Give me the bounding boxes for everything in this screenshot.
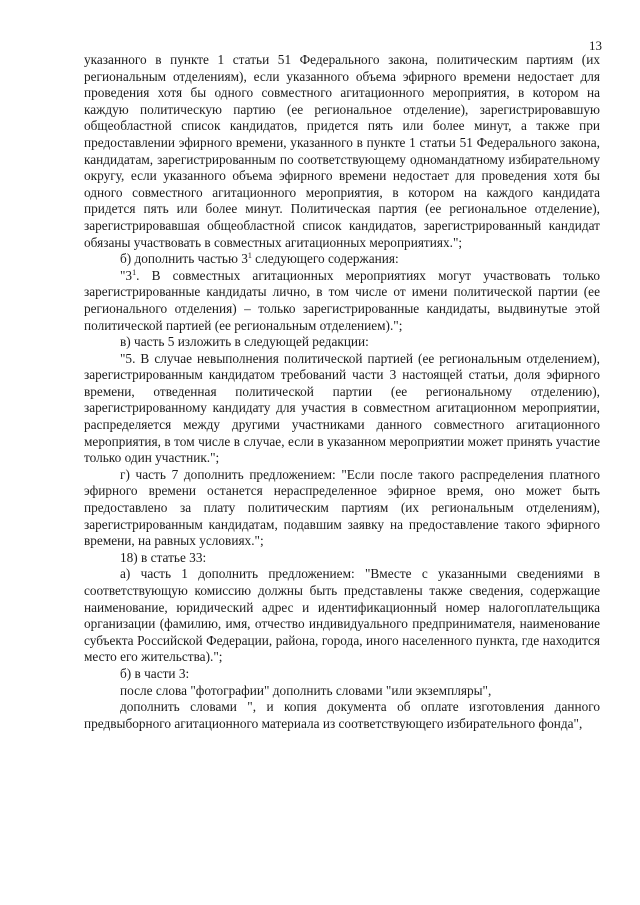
paragraph-text: следующего содержания: xyxy=(251,251,399,267)
paragraph: 18) в статье 33: xyxy=(120,549,207,565)
paragraph-text: . В совместных агитационных мероприятиях могут участвовать только зарегистрированные кандидаты лично, в том числе от имени политической партии (ее регионального отделения) – только зарегистрированные кандидаты, выдвинутые этой политической партией (ее региональным отделением)."; xyxy=(84,267,600,333)
superscript: 1 xyxy=(247,251,252,261)
paragraph: в) часть 5 изложить в следующей редакции: xyxy=(120,334,369,350)
paragraph: указанного в пункте 1 статьи 51 Федерального закона, политическим партиям (их региональным отделениям), если указанного объема эфирного времени недостает для проведения хотя бы одного совместного агитационного мероприятия, в котором на каждую политическую партию (ее региональное отделение), зарегистрировавшую общеобластной список кандидатов, придется пять или более минут, а также при предоставлении эфирного времени, указанного в пункте 1 статьи 51 Федерального закона, кандидатам, зарегистрированным по соответствующему одномандатному избирательному округу, если указанного объема эфирного времени недостает для проведения хотя бы одного совместного агитационного мероприятия, в котором на каждого кандидата придется пять или более минут. Политическая партия (ее региональное отделение), зарегистрировавшая общеобластной список кандидатов, зарегистрированный кандидат обязаны участвовать в совместных агитационных мероприятиях."; xyxy=(84,52,600,250)
superscript: 1 xyxy=(132,267,137,277)
paragraph: а) часть 1 дополнить предложением: "Вместе с указанными сведениями в соответствующую комиссию должны быть представлены также сведения, содержащие наименование, юридический адрес и идентификационный номер налогоплательщика организации (фамилию, имя, отчество индивидуального предпринимателя, наименование субъекта Российской Федерации, района, города, иного населенного пункта, где находится место его жительства)."; xyxy=(84,566,600,665)
paragraph-text: б) дополнить частью 3 xyxy=(120,251,248,267)
paragraph xyxy=(84,251,600,268)
paragraph: после слова "фотографии" дополнить словами "или экземпляры", xyxy=(120,682,492,698)
page-number: 13 xyxy=(589,38,602,53)
paragraph: "5. В случае невыполнения политической партией (ее региональным отделением), зарегистрированным кандидатом требований части 3 настоящей статьи, доля эфирного времени, отведенная политической партии (ее региональному отделению), зарегистрированному кандидату для участия в совместном агитационном мероприятии, распределяется между другими участниками данного совместного агитационного мероприятия, в том числе в случае, если в указанном мероприятии может принять участие только один участник."; xyxy=(84,350,600,466)
paragraph: г) часть 7 дополнить предложением: "Если после такого распределения платного эфирного времени останется нераспределенное эфирное время, оно может быть предоставлено за плату политическим партиям (их региональным отделениям), зарегистрированным кандидатам, подавшим заявку на предоставление такого эфирного времени, на равных условиях."; xyxy=(84,466,600,549)
paragraph: б) в части 3: xyxy=(120,665,190,681)
paragraph-text: "3 xyxy=(120,267,133,283)
document-body xyxy=(84,52,600,732)
paragraph: дополнить словами ", и копия документа об оплате изготовления данного предвыборного агитационного материала из соответствующего избирательного фонда", xyxy=(84,699,600,731)
paragraph xyxy=(84,268,600,334)
